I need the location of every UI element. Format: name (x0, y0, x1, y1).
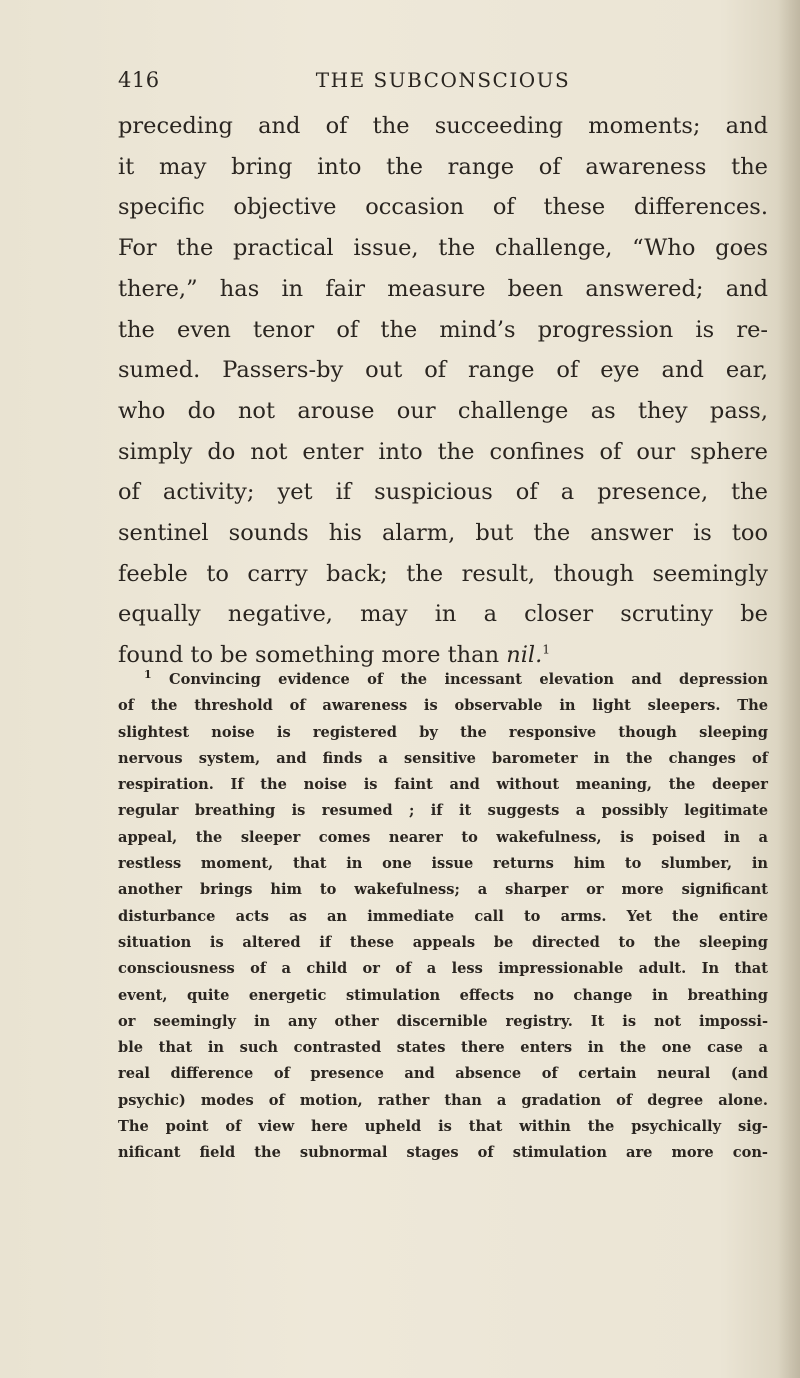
body-line: of activity; yet if suspicious of a presence, the (118, 479, 768, 506)
body-line: sumed. Passers-by out of range of eye and ear, (118, 357, 768, 384)
footnote-line: consciousness of a child or of a less impressionable adult. In that (118, 960, 768, 978)
footnote-marker: 1 (144, 668, 152, 682)
body-line: preceding and of the succeeding moments; and (118, 113, 768, 139)
footnote-line (118, 667, 768, 693)
footnote-line-text: Convincing evidence of the incessant elevation and depression (168, 671, 768, 688)
footnote-line: respiration. If the noise is faint and without meaning, the deeper (118, 776, 768, 794)
body-line: it may bring into the range of awareness the (118, 153, 768, 180)
footnote (118, 667, 768, 1167)
body-line: who do not arouse our challenge as they pass, (118, 397, 768, 424)
footnote-line: ble that in such contrasted states there enters in the one case a (118, 1039, 768, 1057)
body-line: specific objective occasion of these differences. (118, 194, 768, 221)
page-header (118, 68, 768, 102)
footnote-line: event, quite energetic stimulation effects no change in breathing (118, 986, 768, 1004)
page-number: 416 (118, 68, 160, 92)
page-edge-shadow (778, 0, 800, 1378)
footnote-line: regular breathing is resumed ; if it suggests a possibly legitimate (118, 802, 768, 820)
body-line: the even tenor of the mind’s progression is re- (118, 316, 768, 343)
footnote-line: real difference of presence and absence of certain neural (and (118, 1065, 768, 1083)
footnote-line: slightest noise is registered by the responsive though sleeping (118, 723, 768, 741)
footnote-line: nificant field the subnormal stages of stimulation are more con- (118, 1144, 768, 1162)
body-line: feeble to carry back; the result, though seemingly (118, 560, 768, 587)
footnote-line: another brings him to wakefulness; a sharper or more significant (118, 881, 768, 899)
body-line: For the practical issue, the challenge, “Who goes (118, 235, 768, 262)
footnote-line: The point of view here upheld is that within the psychically sig- (118, 1118, 768, 1136)
italic-word: nil. (506, 642, 543, 669)
footnote-line: nervous system, and finds a sensitive barometer in the changes of (118, 749, 768, 767)
footnote-line: restless moment, that in one issue returns him to slumber, in (118, 855, 768, 873)
footnote-line: or seemingly in any other discernible registry. It is not impossi- (118, 1012, 768, 1030)
running-head: THE SUBCONSCIOUS (315, 68, 571, 92)
footnote-line: of the threshold of awareness is observable in light sleepers. The (118, 697, 768, 715)
body-text (118, 106, 768, 676)
footnote-line: psychic) modes of motion, rather than a gradation of degree alone. (118, 1091, 768, 1109)
body-last-line-text: found to be something more than (118, 642, 507, 669)
footnote-line: disturbance acts as an immediate call to arms. Yet the entire (118, 907, 768, 925)
footnote-line: appeal, the sleeper comes nearer to wakefulness, is poised in a (118, 828, 768, 846)
body-line: simply do not enter into the confines of our sphere (118, 438, 768, 465)
footnote-line: situation is altered if these appeals be directed to the sleeping (118, 933, 768, 951)
body-line: sentinel sounds his alarm, but the answer is too (118, 520, 768, 547)
body-line: there,” has in fair measure been answered; and (118, 275, 768, 302)
body-line: equally negative, may in a closer scrutiny be (118, 601, 768, 628)
footnote-reference: 1 (542, 642, 551, 657)
